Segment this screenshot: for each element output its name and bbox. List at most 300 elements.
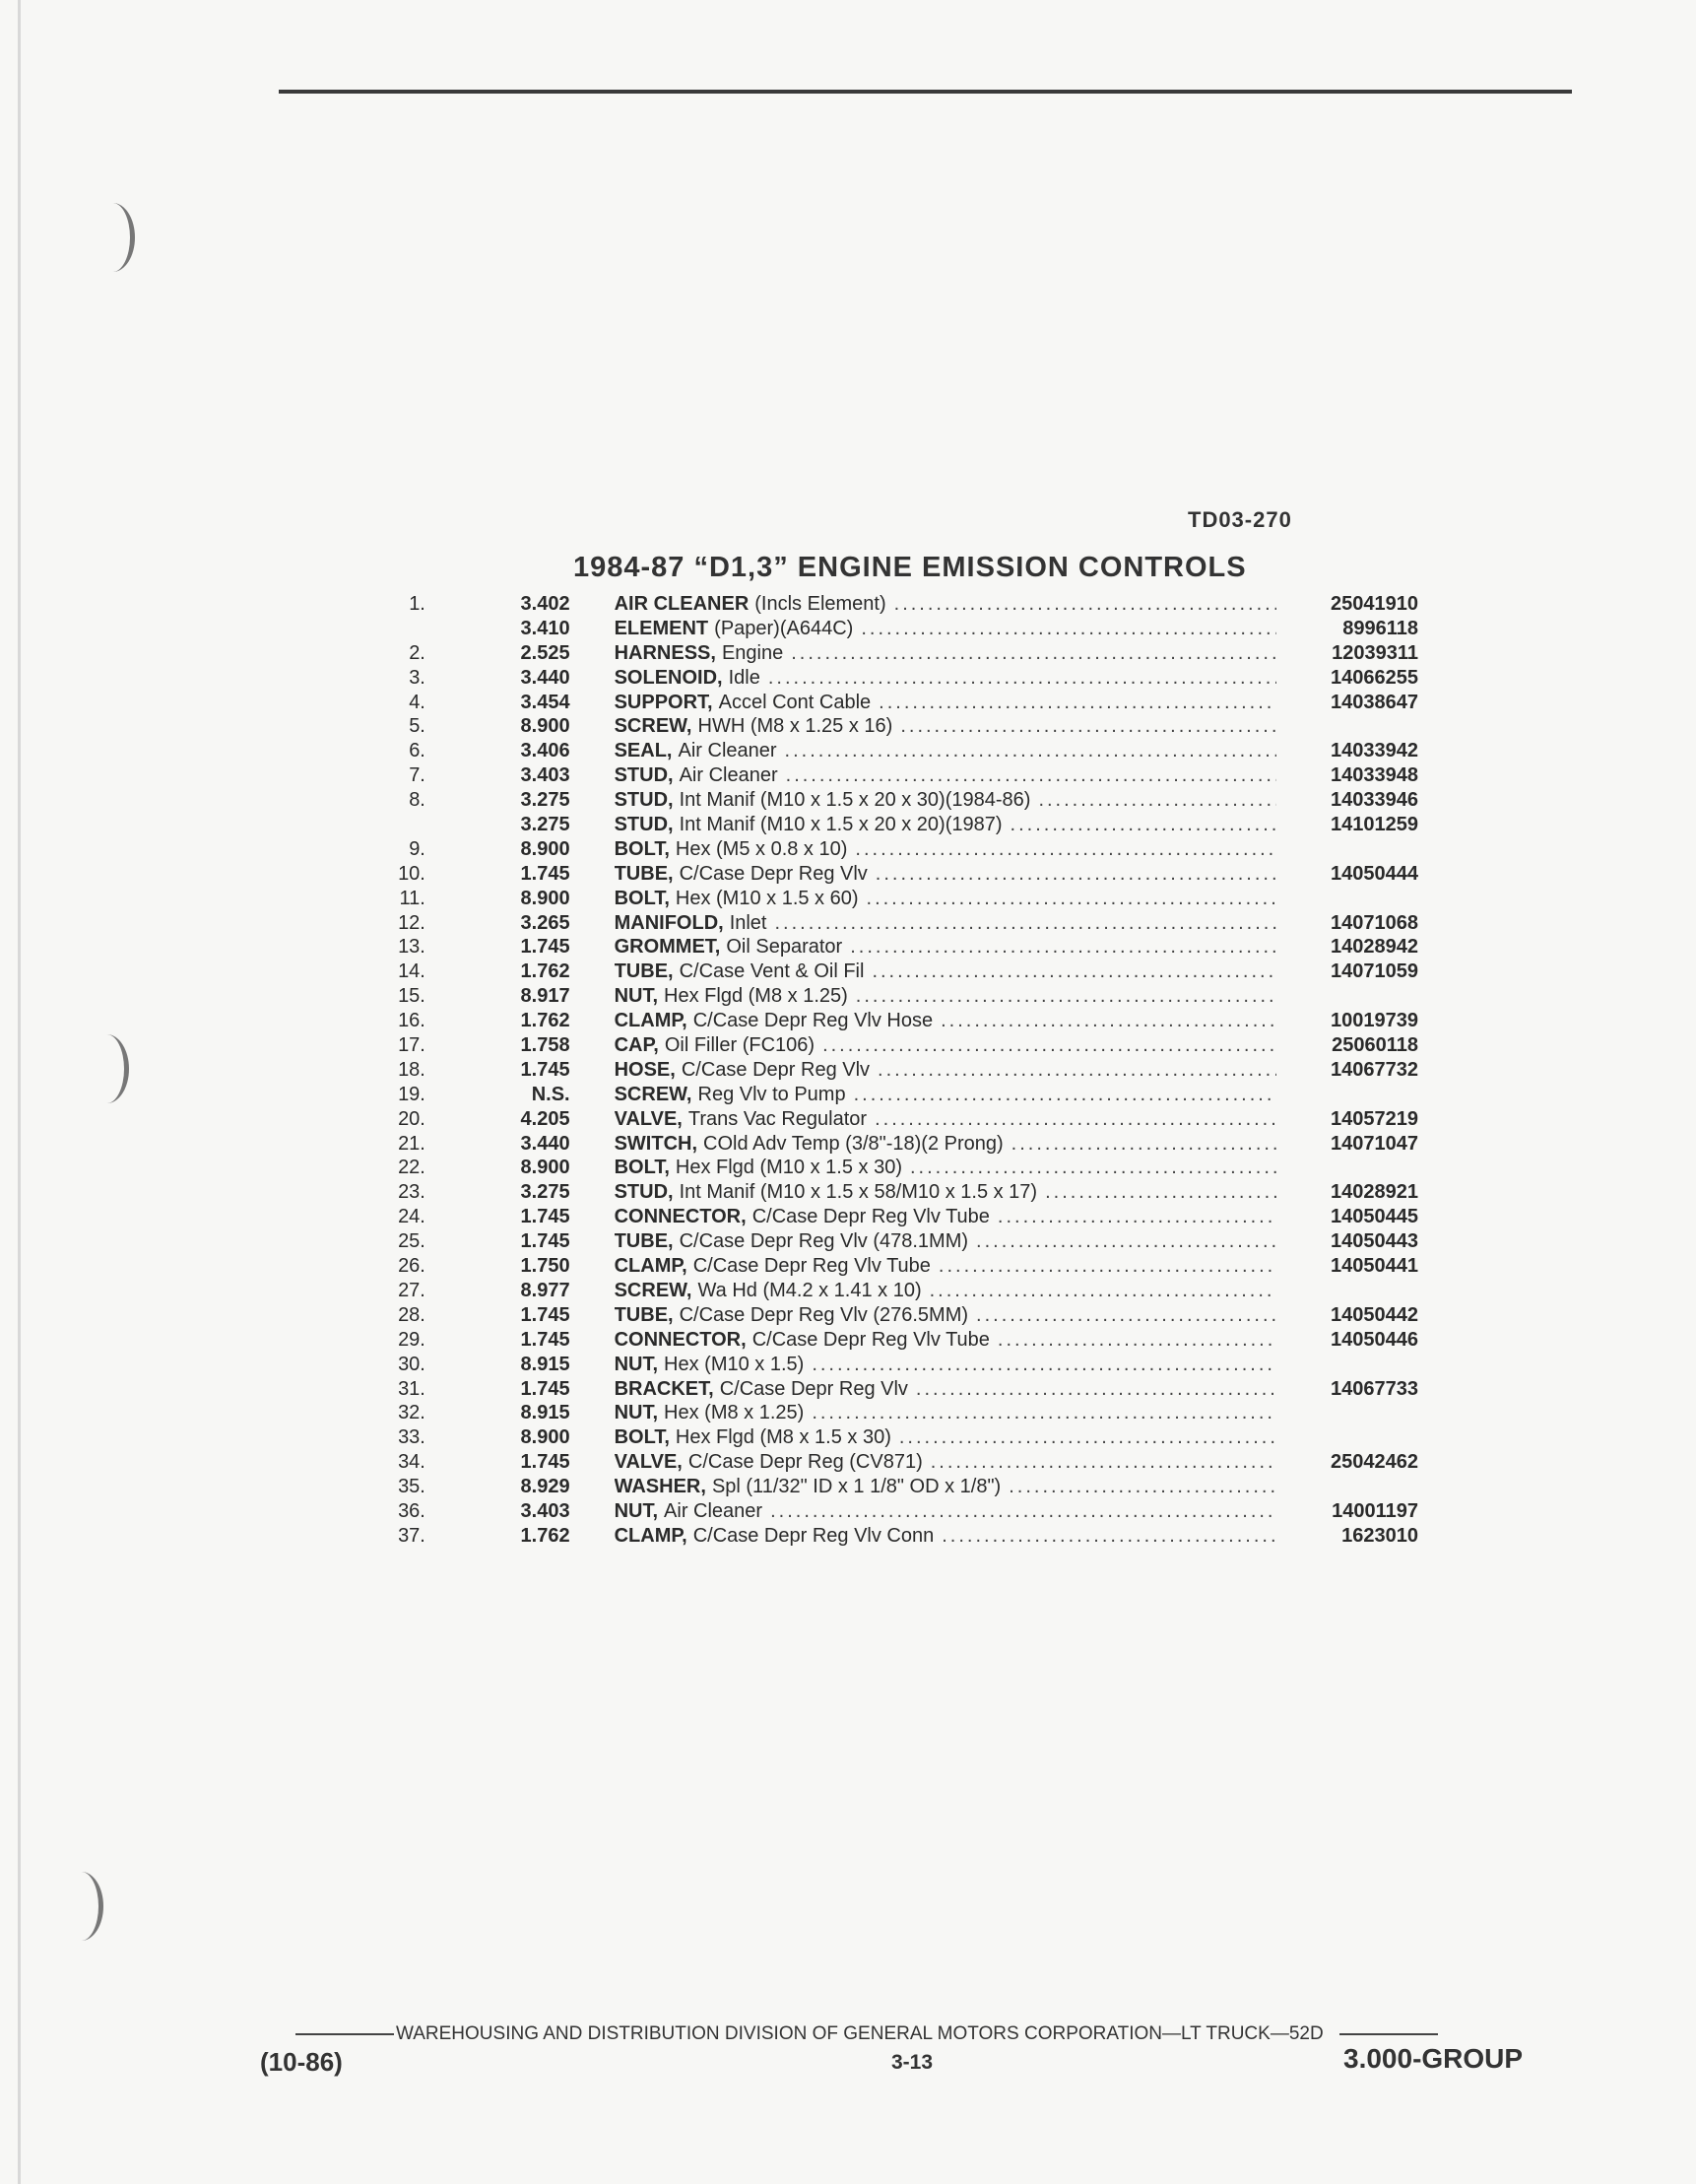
part-description	[615, 593, 1277, 616]
parts-row	[364, 740, 1418, 764]
part-name: TUBE,	[614, 960, 674, 983]
group-number: 1.745	[520, 1230, 570, 1253]
group-number: 3.440	[520, 1132, 570, 1155]
part-number: 12039311	[1332, 641, 1418, 664]
part-description	[615, 618, 1277, 640]
parts-row	[364, 1157, 1418, 1181]
part-name: TUBE,	[614, 1230, 674, 1253]
part-number: 14033948	[1331, 764, 1418, 787]
part-name: NUT,	[614, 1499, 659, 1522]
parts-row	[364, 1304, 1418, 1329]
part-number: 14050445	[1331, 1206, 1418, 1228]
leader-dots	[850, 936, 1276, 959]
part-detail: Hex (M5 x 0.8 x 10)	[675, 837, 848, 860]
ref-number: 6.	[409, 740, 425, 762]
ref-number: 16.	[398, 1010, 425, 1032]
parts-row	[364, 1329, 1418, 1354]
ref-number: 30.	[398, 1353, 425, 1375]
ref-number: 20.	[398, 1107, 425, 1130]
part-detail: Reg Vlv to Pump	[697, 1083, 846, 1105]
part-description	[615, 838, 1277, 861]
group-number: 1.745	[520, 1328, 570, 1351]
part-detail: C/Case Depr Reg Vlv Tube	[751, 1328, 990, 1351]
group-number: 2.525	[520, 641, 570, 664]
part-name: TUBE,	[614, 862, 674, 885]
part-detail: Hex (M10 x 1.5)	[664, 1353, 805, 1375]
parts-row	[364, 1181, 1418, 1206]
ref-number: 29.	[398, 1328, 425, 1351]
ref-number: 11.	[399, 887, 425, 909]
part-description	[615, 1354, 1277, 1376]
group-number: 8.900	[520, 887, 570, 909]
parts-list	[364, 593, 1418, 1550]
part-number: 14033946	[1331, 789, 1418, 812]
part-name: NUT,	[614, 1402, 659, 1424]
group-number: 1.745	[520, 936, 570, 959]
part-number: 14067733	[1331, 1377, 1418, 1400]
part-detail: C/Case Depr Reg Vlv Tube	[751, 1206, 990, 1228]
part-name: CLAMP,	[614, 1255, 687, 1278]
ref-number: 5.	[409, 715, 425, 738]
group-number: 1.745	[520, 1451, 570, 1474]
parts-row	[364, 960, 1418, 985]
leader-dots	[812, 1354, 1276, 1376]
part-number: 14057219	[1331, 1107, 1418, 1130]
part-number: 14050446	[1331, 1328, 1418, 1351]
part-detail: Accel Cont Cable	[718, 691, 872, 713]
leader-dots	[1011, 814, 1277, 836]
part-detail: Air Cleaner	[664, 1499, 763, 1522]
ref-number: 32.	[398, 1402, 425, 1424]
part-detail: Air Cleaner	[678, 740, 777, 762]
group-number: 1.745	[520, 1377, 570, 1400]
part-description	[615, 1181, 1277, 1204]
leader-dots	[770, 1500, 1276, 1523]
group-number: 8.915	[520, 1402, 570, 1424]
ref-number: 3.	[409, 666, 425, 689]
part-number: 8996118	[1342, 617, 1418, 639]
part-detail: C/Case Depr Reg Vlv Hose	[692, 1010, 934, 1032]
part-name: HOSE,	[614, 1058, 676, 1081]
part-description	[615, 1133, 1277, 1156]
part-detail: HWH (M8 x 1.25 x 16)	[697, 715, 893, 738]
parts-row	[364, 1426, 1418, 1451]
group-number: 3.454	[520, 691, 570, 713]
part-name: VALVE,	[614, 1107, 683, 1130]
leader-dots	[976, 1230, 1276, 1253]
part-name: TUBE,	[614, 1303, 674, 1326]
part-description	[615, 740, 1277, 762]
parts-row	[364, 593, 1418, 618]
group-number: 1.745	[520, 862, 570, 885]
part-description	[615, 667, 1277, 690]
part-name: STUD,	[614, 764, 674, 787]
part-number: 14050444	[1331, 862, 1418, 885]
part-number: 14066255	[1331, 666, 1418, 689]
group-number: 8.977	[520, 1279, 570, 1301]
part-detail: C/Case Depr Reg (CV871)	[687, 1451, 923, 1474]
part-detail: Hex (M10 x 1.5 x 60)	[675, 887, 859, 909]
part-description	[615, 789, 1277, 812]
ref-number: 10.	[398, 862, 425, 885]
parts-row	[364, 985, 1418, 1010]
part-detail: C/Case Depr Reg Vlv Tube	[692, 1255, 931, 1278]
group-number: 3.402	[520, 593, 570, 615]
part-description	[615, 715, 1277, 738]
part-description	[615, 1525, 1277, 1548]
part-detail: Oil Filler (FC106)	[664, 1034, 815, 1057]
part-detail: Air Cleaner	[679, 764, 778, 787]
group-number: 8.900	[520, 715, 570, 738]
parts-row	[364, 1206, 1418, 1230]
leader-dots	[879, 692, 1276, 714]
parts-row	[364, 1255, 1418, 1280]
part-description	[615, 1329, 1277, 1352]
parts-row	[364, 692, 1418, 716]
footer-dash-left	[295, 2033, 394, 2035]
leader-dots	[899, 1426, 1276, 1449]
part-detail: Int Manif (M10 x 1.5 x 20 x 20)(1987)	[679, 814, 1003, 836]
part-number: 14071068	[1331, 911, 1418, 934]
part-detail: C/Case Depr Reg Vlv	[719, 1377, 908, 1400]
parts-row	[364, 814, 1418, 838]
group-number: 3.440	[520, 666, 570, 689]
part-name: CONNECTOR,	[614, 1328, 747, 1351]
parts-row	[364, 936, 1418, 960]
part-name: MANIFOLD,	[614, 911, 724, 934]
part-number: 14028921	[1331, 1181, 1418, 1204]
part-detail: C/Case Depr Reg Vlv	[679, 862, 868, 885]
group-number: 3.275	[520, 814, 570, 836]
part-detail: Trans Vac Regulator	[687, 1107, 868, 1130]
ref-number: 18.	[398, 1058, 425, 1081]
ref-number: 7.	[409, 764, 425, 787]
leader-dots	[910, 1157, 1276, 1179]
part-detail: Hex (M8 x 1.25)	[664, 1402, 805, 1424]
parts-row	[364, 1108, 1418, 1133]
parts-row	[364, 1084, 1418, 1108]
part-detail: Int Manif (M10 x 1.5 x 58/M10 x 1.5 x 17)	[679, 1181, 1038, 1204]
part-detail: C/Case Depr Reg Vlv (478.1MM)	[679, 1230, 969, 1253]
binder-hole-middle	[85, 1034, 129, 1103]
leader-dots	[976, 1304, 1276, 1327]
part-detail: (Paper)(A644C)	[714, 617, 854, 639]
part-detail: Hex Flgd (M8 x 1.25)	[664, 985, 848, 1008]
parts-row	[364, 1010, 1418, 1034]
leader-dots	[1038, 789, 1276, 812]
ref-number: 14.	[398, 960, 425, 983]
leader-dots	[856, 985, 1277, 1008]
part-name: SUPPORT,	[614, 691, 713, 713]
ref-number: 27.	[398, 1279, 425, 1301]
parts-row	[364, 888, 1418, 912]
leader-dots	[867, 888, 1277, 910]
part-number: 14050442	[1331, 1303, 1418, 1326]
page-edge	[18, 0, 21, 2184]
parts-row	[364, 838, 1418, 863]
parts-row	[364, 1500, 1418, 1525]
footer-division-line	[295, 2023, 1546, 2045]
part-detail: Oil Separator	[726, 936, 843, 959]
part-description	[615, 1108, 1277, 1131]
footer-division-text: WAREHOUSING AND DISTRIBUTION DIVISION OF GENERAL MOTORS CORPORATION—LT TRUCK—52D	[396, 2023, 1324, 2044]
group-number: 3.410	[520, 617, 570, 639]
group-number: 1.750	[520, 1255, 570, 1278]
part-name: AIR CLEANER	[614, 593, 750, 615]
leader-dots	[894, 593, 1277, 616]
part-name: SWITCH,	[614, 1132, 698, 1155]
part-name: SCREW,	[614, 1083, 692, 1105]
part-description	[615, 692, 1277, 714]
parts-row	[364, 764, 1418, 789]
page-title: 1984-87 “D1,3” ENGINE EMISSION CONTROLS	[573, 552, 1247, 583]
ref-number: 19.	[398, 1083, 425, 1105]
part-description	[615, 1034, 1277, 1057]
group-number: 8.929	[520, 1476, 570, 1498]
part-description	[615, 985, 1277, 1008]
part-detail: (Incls Element)	[754, 593, 886, 615]
group-number: 1.758	[520, 1034, 570, 1057]
part-detail: Spl (11/32" ID x 1 1/8" OD x 1/8")	[711, 1476, 1002, 1498]
leader-dots	[876, 863, 1277, 886]
parts-row	[364, 1402, 1418, 1426]
ref-number: 35.	[398, 1476, 425, 1498]
leader-dots	[1045, 1181, 1276, 1204]
part-number: 14033942	[1331, 740, 1418, 762]
group-number: 1.745	[520, 1303, 570, 1326]
ref-number: 13.	[398, 936, 425, 959]
binder-hole-bottom	[59, 1872, 103, 1941]
leader-dots	[786, 764, 1277, 787]
part-description	[615, 764, 1277, 787]
footer-page-number: 3-13	[891, 2051, 934, 2074]
ref-number: 17.	[398, 1034, 425, 1057]
part-description	[615, 814, 1277, 836]
leader-dots	[930, 1280, 1277, 1302]
leader-dots	[931, 1451, 1277, 1474]
ref-number: 1.	[409, 593, 425, 615]
part-number: 14067732	[1331, 1058, 1418, 1081]
part-number: 14101259	[1331, 814, 1418, 836]
leader-dots	[861, 618, 1276, 640]
part-name: BOLT,	[614, 1426, 670, 1449]
part-description	[615, 936, 1277, 959]
part-description	[615, 642, 1277, 665]
leader-dots	[1009, 1476, 1276, 1498]
ref-number: 24.	[398, 1206, 425, 1228]
part-name: STUD,	[614, 1181, 674, 1204]
leader-dots	[822, 1034, 1276, 1057]
part-description	[615, 1206, 1277, 1228]
group-number: 1.762	[520, 960, 570, 983]
ref-number: 23.	[398, 1181, 425, 1204]
part-name: NUT,	[614, 1353, 659, 1375]
part-number: 14001197	[1332, 1499, 1418, 1522]
leader-dots	[855, 838, 1276, 861]
ref-number: 9.	[409, 837, 425, 860]
part-number: 25060118	[1332, 1034, 1418, 1057]
parts-row	[364, 1451, 1418, 1476]
ref-number: 34.	[398, 1451, 425, 1474]
part-description	[615, 1426, 1277, 1449]
part-name: GROMMET,	[614, 936, 721, 959]
part-description	[615, 1157, 1277, 1179]
group-number: 3.406	[520, 740, 570, 762]
group-number: 8.900	[520, 1157, 570, 1179]
part-detail: C/Case Vent & Oil Fil	[679, 960, 865, 983]
part-detail: Engine	[721, 641, 784, 664]
part-description	[615, 1280, 1277, 1302]
parts-row	[364, 618, 1418, 642]
part-name: ELEMENT	[614, 617, 709, 639]
part-detail: C/Case Depr Reg Vlv (276.5MM)	[679, 1303, 969, 1326]
group-number: 8.900	[520, 837, 570, 860]
group-number: N.S.	[531, 1083, 570, 1105]
parts-row	[364, 1354, 1418, 1378]
group-number: 3.403	[520, 1499, 570, 1522]
ref-number: 37.	[398, 1524, 425, 1547]
leader-dots	[875, 1108, 1276, 1131]
part-name: SCREW,	[614, 1279, 692, 1301]
leader-dots	[916, 1378, 1276, 1401]
ref-number: 2.	[409, 641, 425, 664]
part-name: CAP,	[614, 1034, 659, 1057]
leader-dots	[998, 1329, 1276, 1352]
part-number: 14071059	[1331, 960, 1418, 983]
leader-dots	[791, 642, 1276, 665]
group-number: 4.205	[520, 1107, 570, 1130]
group-number: 3.403	[520, 764, 570, 787]
part-detail: Hex Flgd (M8 x 1.5 x 30)	[675, 1426, 891, 1449]
leader-dots	[939, 1255, 1276, 1278]
ref-number: 28.	[398, 1303, 425, 1326]
parts-row	[364, 1034, 1418, 1059]
ref-number: 4.	[409, 691, 425, 713]
part-name: SOLENOID,	[614, 666, 723, 689]
leader-dots	[785, 740, 1277, 762]
part-name: BRACKET,	[614, 1377, 714, 1400]
parts-row	[364, 789, 1418, 814]
ref-number: 31.	[398, 1377, 425, 1400]
parts-row	[364, 1378, 1418, 1403]
part-detail: Hex Flgd (M10 x 1.5 x 30)	[675, 1157, 902, 1179]
part-name: CONNECTOR,	[614, 1206, 747, 1228]
group-number: 3.275	[520, 1181, 570, 1204]
part-description	[615, 1476, 1277, 1498]
part-description	[615, 1402, 1277, 1424]
part-detail: C/Case Depr Reg Vlv	[681, 1058, 871, 1081]
part-name: HARNESS,	[614, 641, 716, 664]
part-number: 25041910	[1331, 593, 1418, 615]
binder-hole-top	[91, 203, 135, 272]
parts-row	[364, 1059, 1418, 1084]
part-description	[615, 1255, 1277, 1278]
ref-number: 36.	[398, 1499, 425, 1522]
part-number: 14038647	[1331, 691, 1418, 713]
part-number: 14050443	[1331, 1230, 1418, 1253]
part-name: WASHER,	[614, 1476, 706, 1498]
part-name: CLAMP,	[614, 1010, 687, 1032]
part-number: 14050441	[1331, 1255, 1418, 1278]
part-number: 1623010	[1341, 1524, 1418, 1547]
ref-number: 26.	[398, 1255, 425, 1278]
leader-dots	[998, 1206, 1276, 1228]
leader-dots	[872, 960, 1276, 983]
part-name: CLAMP,	[614, 1524, 687, 1547]
ref-number: 25.	[398, 1230, 425, 1253]
parts-row	[364, 863, 1418, 888]
parts-row	[364, 715, 1418, 740]
group-number: 3.265	[520, 911, 570, 934]
part-detail: Idle	[728, 666, 760, 689]
parts-row	[364, 1133, 1418, 1158]
footer-date: (10-86)	[260, 2047, 343, 2077]
part-description	[615, 912, 1277, 935]
part-detail: Wa Hd (M4.2 x 1.41 x 10)	[697, 1279, 922, 1301]
group-number: 3.275	[520, 789, 570, 812]
part-detail: Inlet	[729, 911, 767, 934]
ref-number: 22.	[398, 1157, 425, 1179]
footer-dash-right	[1339, 2033, 1438, 2035]
part-description	[615, 1500, 1277, 1523]
leader-dots	[854, 1084, 1277, 1106]
parts-row	[364, 1476, 1418, 1500]
parts-row	[364, 642, 1418, 667]
part-name: NUT,	[614, 985, 659, 1008]
ref-number: 21.	[398, 1132, 425, 1155]
part-description	[615, 960, 1277, 983]
part-name: STUD,	[614, 789, 674, 812]
part-description	[615, 1451, 1277, 1474]
part-number: 14028942	[1331, 936, 1418, 959]
part-name: STUD,	[614, 814, 674, 836]
part-description	[615, 888, 1277, 910]
leader-dots	[878, 1059, 1276, 1082]
part-detail: COld Adv Temp (3/8"-18)(2 Prong)	[703, 1132, 1004, 1155]
ref-number: 15.	[398, 985, 425, 1008]
ref-number: 12.	[398, 911, 425, 934]
part-name: BOLT,	[614, 887, 670, 909]
group-number: 1.745	[520, 1058, 570, 1081]
part-description	[615, 863, 1277, 886]
leader-dots	[768, 667, 1276, 690]
group-number: 8.915	[520, 1353, 570, 1375]
part-name: SCREW,	[614, 715, 692, 738]
part-description	[615, 1230, 1277, 1253]
parts-row	[364, 1280, 1418, 1304]
part-detail: Int Manif (M10 x 1.5 x 20 x 30)(1984-86)	[679, 789, 1031, 812]
group-number: 1.762	[520, 1010, 570, 1032]
leader-dots	[941, 1010, 1276, 1032]
parts-row	[364, 667, 1418, 692]
part-number: 10019739	[1331, 1010, 1418, 1032]
part-name: SEAL,	[614, 740, 673, 762]
footer-group: 3.000-GROUP	[1343, 2043, 1524, 2074]
part-number: 14071047	[1331, 1132, 1418, 1155]
part-description	[615, 1059, 1277, 1082]
group-number: 8.917	[520, 985, 570, 1008]
group-number: 1.745	[520, 1206, 570, 1228]
parts-row	[364, 1230, 1418, 1255]
part-name: VALVE,	[614, 1451, 683, 1474]
part-description	[615, 1010, 1277, 1032]
part-detail: C/Case Depr Reg Vlv Conn	[692, 1524, 935, 1547]
leader-dots	[1011, 1133, 1277, 1156]
part-number: 25042462	[1331, 1451, 1418, 1474]
parts-row	[364, 1525, 1418, 1550]
part-name: BOLT,	[614, 1157, 670, 1179]
ref-number: 8.	[409, 789, 425, 812]
